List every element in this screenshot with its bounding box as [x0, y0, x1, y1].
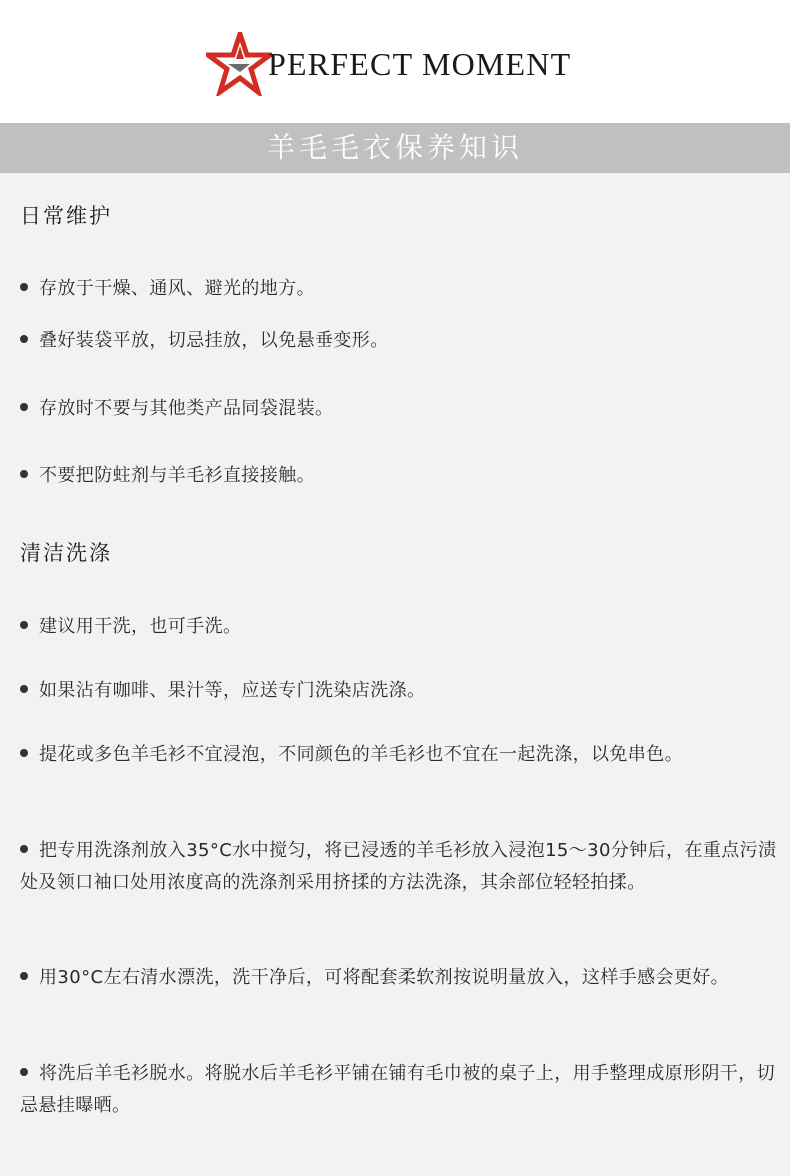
care-content	[0, 173, 790, 1176]
bullet-icon	[20, 749, 28, 757]
list-item: 把专用洗涤剂放入35°C水中搅匀，将已浸透的羊毛衫放入浸泡15～30分钟后，在重点污渍处及领口袖口处用浓度高的洗涤剂采用挤揉的方法洗涤，其余部位轻轻拍揉。	[20, 840, 777, 893]
list-item: 如果沾有咖啡、果汁等，应送专门洗染店洗涤。	[20, 675, 780, 707]
bullet-icon	[20, 283, 28, 291]
brand-header	[0, 0, 790, 122]
bullet-icon	[20, 403, 28, 411]
list-item: 不要把防蛀剂与羊毛衫直接接触。	[20, 460, 780, 492]
bullet-icon	[20, 845, 28, 853]
bullet-icon	[20, 685, 28, 693]
list-item: 存放于干燥、通风、避光的地方。	[20, 273, 780, 305]
brand-name: PERFECT MOMENT	[268, 46, 572, 82]
page-title: 羊毛毛衣保养知识	[266, 131, 523, 164]
list-item: 叠好装袋平放，切忌挂放，以免悬垂变形。	[20, 325, 780, 357]
list-item: 建议用干洗，也可手洗。	[20, 611, 780, 643]
bullet-icon	[20, 470, 28, 478]
title-bar	[0, 123, 790, 173]
star-icon	[206, 32, 272, 96]
list-item: 用30°C左右清水漂洗，洗干净后，可将配套柔软剂按说明量放入，这样手感会更好。	[20, 962, 780, 994]
section-heading-washing: 清洁洗涤	[20, 541, 112, 565]
bullet-icon	[20, 972, 28, 980]
bullet-icon	[20, 335, 28, 343]
list-item: 将洗后羊毛衫脱水。将脱水后羊毛衫平铺在铺有毛巾被的桌子上，用手整理成原形阴干，切忌悬挂曝晒。	[20, 1063, 775, 1116]
list-item: 存放时不要与其他类产品同袋混装。	[20, 393, 780, 425]
section-heading-daily-care: 日常维护	[20, 204, 112, 228]
list-item: 提花或多色羊毛衫不宜浸泡，不同颜色的羊毛衫也不宜在一起洗涤，以免串色。	[20, 739, 780, 771]
bullet-icon	[20, 1068, 28, 1076]
bullet-icon	[20, 621, 28, 629]
